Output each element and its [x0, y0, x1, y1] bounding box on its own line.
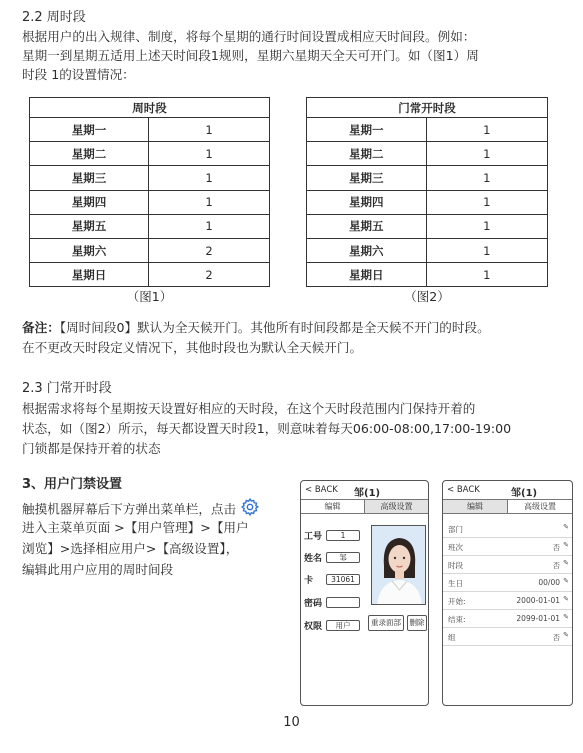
edit-icon: ✎: [563, 595, 569, 603]
note-label: 备注：: [22, 320, 60, 335]
edit-icon: ✎: [563, 523, 569, 531]
id-field[interactable]: 1: [326, 530, 360, 541]
password-field[interactable]: [326, 597, 360, 608]
tab-edit[interactable]: 编辑: [443, 500, 507, 513]
list-item[interactable]: 班次 否 ✎: [443, 538, 572, 556]
table-row: 星期三 1: [307, 166, 548, 190]
section-title-2-3: 2.3 门常开时段: [22, 381, 112, 396]
edit-icon: ✎: [563, 559, 569, 567]
card-field[interactable]: 31061: [326, 574, 360, 585]
table-row: 星期二 1: [307, 142, 548, 166]
device-screen-edit: [300, 480, 429, 706]
permission-label: 权限: [304, 622, 323, 632]
note-line2: 在不更改天时段定义情况下，其他时段也为默认全天候开门。: [22, 340, 363, 355]
section-title-3: 3、用户门禁设置: [22, 477, 123, 492]
para-2-3-line3: 门锁都是保持开着的状态: [22, 441, 161, 456]
back-button[interactable]: < BACK: [305, 485, 338, 495]
figure-caption-2: （图2）: [404, 289, 450, 304]
door-open-schedule-table: [306, 97, 548, 287]
user-name-title: 邹(1): [511, 488, 538, 499]
delete-button[interactable]: 删除: [407, 615, 427, 631]
reenroll-face-button[interactable]: 重录面部: [368, 615, 404, 631]
para-2-3-line1: 根据需求将每个星期按天设置好相应的天时段，在这个天时段范围内门保持开着的: [22, 401, 476, 416]
table-row: 星期三 1: [30, 166, 270, 190]
page-number: 10: [283, 715, 300, 730]
para-2-2-line1: 根据用户的出入规律、制度，将每个星期的通行时间设置成相应天时间段。例如：: [22, 29, 476, 44]
week-schedule-table: [29, 97, 270, 287]
edit-icon: ✎: [563, 541, 569, 549]
section-title-2-2: 2.2 周时段: [22, 10, 86, 25]
para-2-2-line2: 星期一到星期五适用上述天时间段1规则，星期六星期天全天可开门。如（图1）周: [22, 48, 479, 63]
table-row: 星期四 1: [30, 190, 270, 214]
para-3-line1: 触摸机器屏幕后下方弹出菜单栏，点击: [22, 497, 260, 523]
table-row: 星期六 1: [307, 238, 548, 262]
para-2-2-line3: 时段 1的设置情况：: [22, 67, 135, 82]
table-row: 星期日 1: [307, 263, 548, 287]
para-3-line3: 浏览】>选择相应用户>【高级设置】，: [22, 541, 239, 556]
para-2-3-line2: 状态，如（图2）所示，每天都设置天时段1，则意味着每天06:00-08:00,17:00-19:00: [22, 421, 512, 436]
table-row: 星期二 1: [30, 142, 270, 166]
table-row: 星期四 1: [307, 190, 548, 214]
avatar: [371, 525, 426, 605]
table-row: 星期六 2: [30, 238, 270, 262]
list-item[interactable]: 生日 00/00 ✎: [443, 574, 572, 592]
card-label: 卡: [304, 576, 314, 586]
list-item[interactable]: 组 否 ✎: [443, 628, 572, 646]
password-label: 密码: [304, 599, 323, 609]
tab-advanced[interactable]: 高级设置: [507, 500, 572, 513]
para-3-line2: 进入主菜单页面 >【用户管理】>【用户: [22, 520, 249, 535]
device-screen-advanced: [442, 480, 573, 706]
name-field[interactable]: 邹: [326, 552, 360, 563]
permission-select[interactable]: 用户: [326, 620, 360, 631]
name-label: 姓名: [304, 554, 323, 564]
table-row: 星期五 1: [30, 214, 270, 238]
edit-icon: ✎: [563, 631, 569, 639]
table-row: 星期一 1: [30, 118, 270, 142]
table-row: 星期五 1: [307, 214, 548, 238]
list-item[interactable]: 时段 否 ✎: [443, 556, 572, 574]
table-header: 周时段: [30, 98, 270, 118]
list-item[interactable]: 部门 ✎: [443, 520, 572, 538]
id-label: 工号: [304, 532, 323, 542]
figure-caption-1: （图1）: [126, 289, 173, 304]
tab-edit[interactable]: 编辑: [324, 502, 341, 511]
para-3-line4: 编辑此用户应用的周时间段: [22, 562, 174, 577]
tab-advanced[interactable]: 高级设置: [364, 500, 428, 513]
table-row: 星期日 2: [30, 263, 270, 287]
table-row: 星期一 1: [307, 118, 548, 142]
edit-icon: ✎: [563, 613, 569, 621]
back-button[interactable]: < BACK: [447, 485, 480, 495]
table-header: 门常开时段: [307, 98, 548, 118]
note-line1: 备注：【周时间段0】默认为全天候开门。其他所有时间段都是全天候不开门的时段。: [22, 320, 490, 335]
user-name-title: 邹(1): [354, 488, 381, 499]
list-item[interactable]: 结束: 2099-01-01 ✎: [443, 610, 572, 628]
edit-icon: ✎: [563, 577, 569, 585]
list-item[interactable]: 开始: 2000-01-01 ✎: [443, 592, 572, 610]
